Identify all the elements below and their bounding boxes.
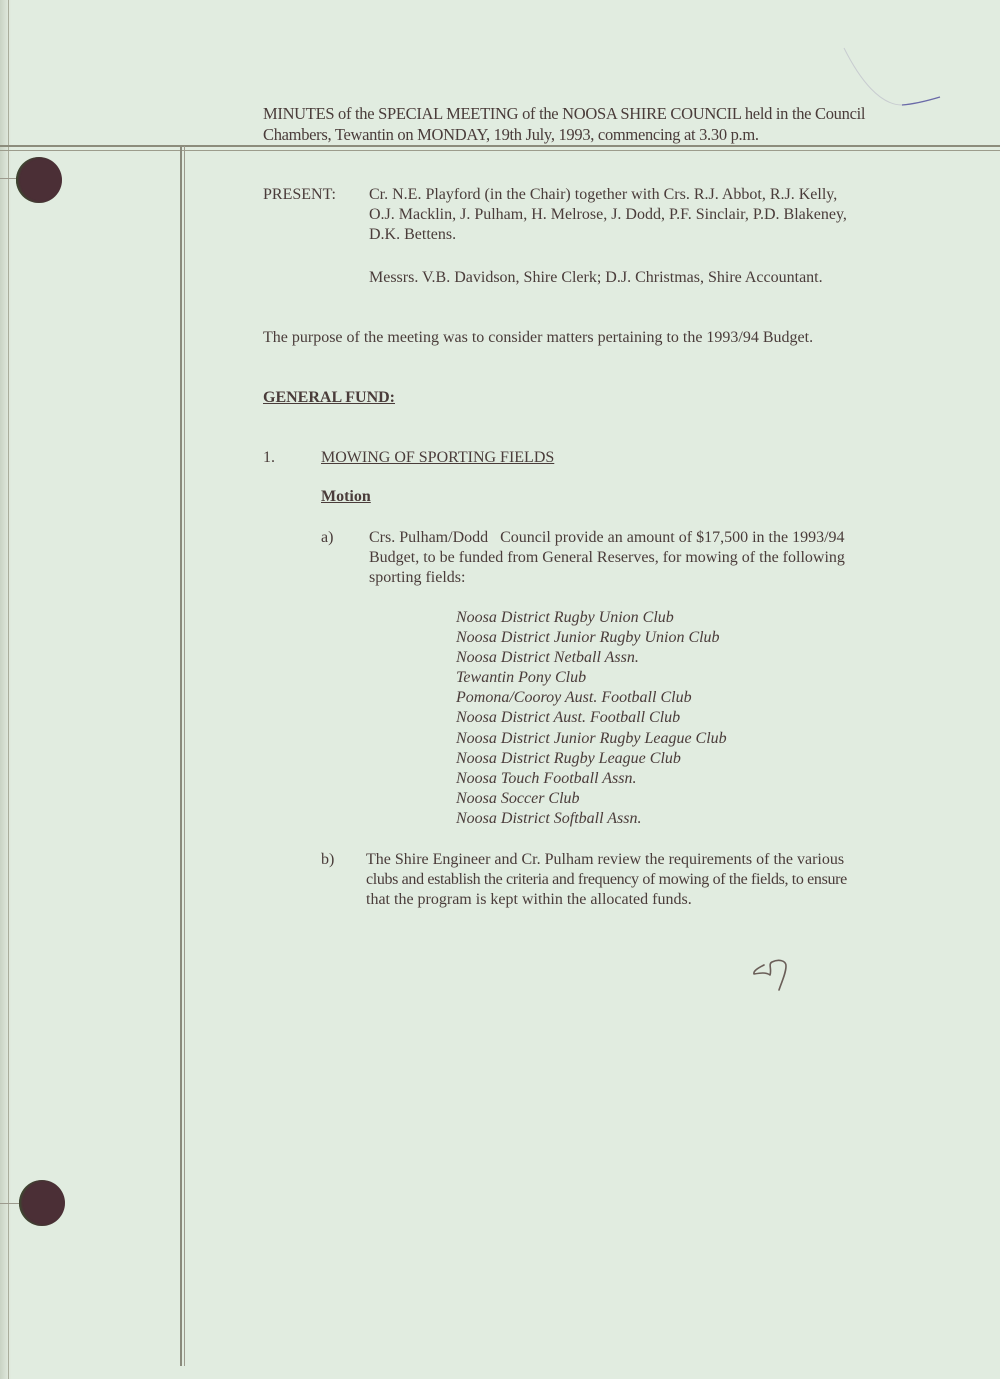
margin-line-left <box>180 146 182 1366</box>
sporting-clubs-list <box>456 608 727 829</box>
item-number: 1. <box>263 449 275 466</box>
resolution-a-text <box>369 528 845 588</box>
resolution-a-label: a) <box>321 529 334 546</box>
club-item: Noosa Touch Football Assn. <box>456 769 637 787</box>
outer-margin-line <box>8 0 9 1379</box>
club-item: Noosa District Rugby Union Club <box>456 609 674 626</box>
margin-line-right <box>184 146 185 1366</box>
resolution-b-line-3: that the program is kept within the allocated funds. <box>366 891 692 908</box>
club-item: Noosa District Softball Assn. <box>456 809 642 827</box>
present-label: PRESENT: <box>263 186 336 203</box>
resolution-a-line-2: Budget, to be funded from General Reserves, for mowing of the following <box>369 549 845 566</box>
club-item: Noosa District Junior Rugby League Club <box>456 729 727 747</box>
present-attendees <box>369 185 899 245</box>
section-heading: GENERAL FUND: <box>263 389 396 406</box>
club-item: Noosa District Junior Rugby Union Club <box>456 629 720 647</box>
club-item: Noosa District Netball Assn. <box>456 649 639 667</box>
resolution-a-line-1: Crs. Pulham/Dodd Council provide an amount of $17,500 in the 1993/94 <box>369 529 845 546</box>
resolution-b-line-2: clubs and establish the criteria and frequency of mowing of the fields, to ensure <box>366 871 847 888</box>
resolution-b-line-1: The Shire Engineer and Cr. Pulham review the requirements of the various <box>366 851 845 868</box>
header-rule-top <box>0 145 1000 147</box>
resolution-b-text <box>366 850 847 910</box>
binder-hole-top <box>16 157 62 203</box>
club-item: Pomona/Cooroy Aust. Football Club <box>456 689 692 707</box>
club-item: Noosa District Rugby League Club <box>456 749 681 767</box>
club-item: Noosa Soccer Club <box>456 789 580 807</box>
header-line-2: Chambers, Tewantin on MONDAY, 19th July, 1993, commencing at 3.30 p.m. <box>263 125 759 144</box>
attendees-line-2: O.J. Macklin, J. Pulham, H. Melrose, J. Dodd, P.F. Sinclair, P.D. Blakeney, <box>369 206 847 223</box>
resolution-b-label: b) <box>321 851 335 868</box>
margin-tick-top <box>0 178 16 179</box>
motion-heading: Motion <box>321 488 371 505</box>
club-item: Noosa District Aust. Football Club <box>456 709 681 727</box>
page-left-edge-shadow <box>0 0 12 1379</box>
pen-stroke-mark <box>830 40 950 110</box>
resolution-a-line-3: sporting fields: <box>369 569 466 586</box>
margin-tick-bottom <box>0 1203 19 1204</box>
meeting-purpose: The purpose of the meeting was to consider matters pertaining to the 1993/94 Budget. <box>263 329 814 346</box>
attendees-line-3: D.K. Bettens. <box>369 226 457 243</box>
item-title: MOWING OF SPORTING FIELDS <box>321 449 555 466</box>
attendees-line-1: Cr. N.E. Playford (in the Chair) together with Crs. R.J. Abbot, R.J. Kelly, <box>369 186 838 203</box>
officers-present: Messrs. V.B. Davidson, Shire Clerk; D.J. Christmas, Shire Accountant. <box>369 269 823 286</box>
header-line-1: MINUTES of the SPECIAL MEETING of the NOOSA SHIRE COUNCIL held in the Council <box>263 104 866 123</box>
header-rule-bottom <box>0 150 1000 151</box>
handwritten-page-number-mark <box>748 955 793 995</box>
club-item: Tewantin Pony Club <box>456 669 587 687</box>
binder-hole-bottom <box>19 1180 65 1226</box>
minutes-header <box>263 103 865 145</box>
